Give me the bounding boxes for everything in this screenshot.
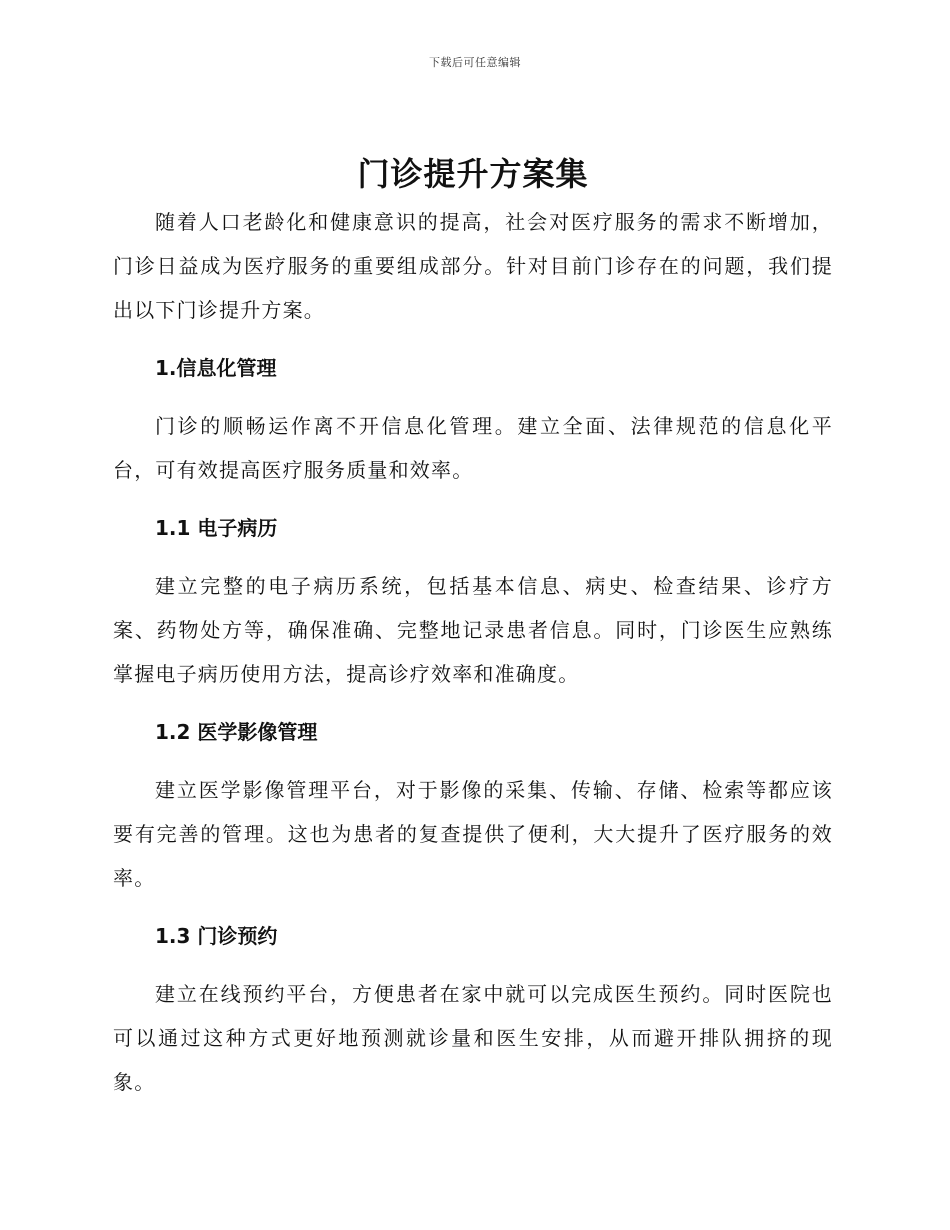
section-imaging-management: [113, 710, 833, 900]
section-appointments: [113, 914, 833, 1104]
section-electronic-records: [113, 506, 833, 696]
section-heading: 1.2 医学影像管理: [155, 720, 318, 744]
header-note: 下载后可任意编辑: [429, 56, 521, 69]
section-paragraph: 建立医学影像管理平台，对于影像的采集、传输、存储、检索等都应该要有完善的管理。这也为患者的复查提供了便利，大大提升了医疗服务的效率。: [113, 778, 833, 890]
section-heading: 1.信息化管理: [155, 356, 277, 380]
document-title: 门诊提升方案集: [357, 155, 589, 193]
section-info-management: [113, 346, 833, 492]
intro-paragraph: 随着人口老龄化和健康意识的提高，社会对医疗服务的需求不断增加，门诊日益成为医疗服务的重要组成部分。针对目前门诊存在的问题，我们提出以下门诊提升方案。: [113, 210, 833, 322]
section-paragraph: 门诊的顺畅运作离不开信息化管理。建立全面、法律规范的信息化平台，可有效提高医疗服务质量和效率。: [113, 414, 833, 482]
section-heading: 1.1 电子病历: [155, 516, 278, 540]
document-body: [113, 148, 833, 1104]
section-paragraph: 建立在线预约平台，方便患者在家中就可以完成医生预约。同时医院也可以通过这种方式更好地预测就诊量和医生安排，从而避开排队拥挤的现象。: [113, 982, 833, 1094]
section-heading: 1.3 门诊预约: [155, 924, 278, 948]
section-paragraph: 建立完整的电子病历系统，包括基本信息、病史、检查结果、诊疗方案、药物处方等，确保准确、完整地记录患者信息。同时，门诊医生应熟练掌握电子病历使用方法，提高诊疗效率和准确度。: [113, 574, 833, 686]
